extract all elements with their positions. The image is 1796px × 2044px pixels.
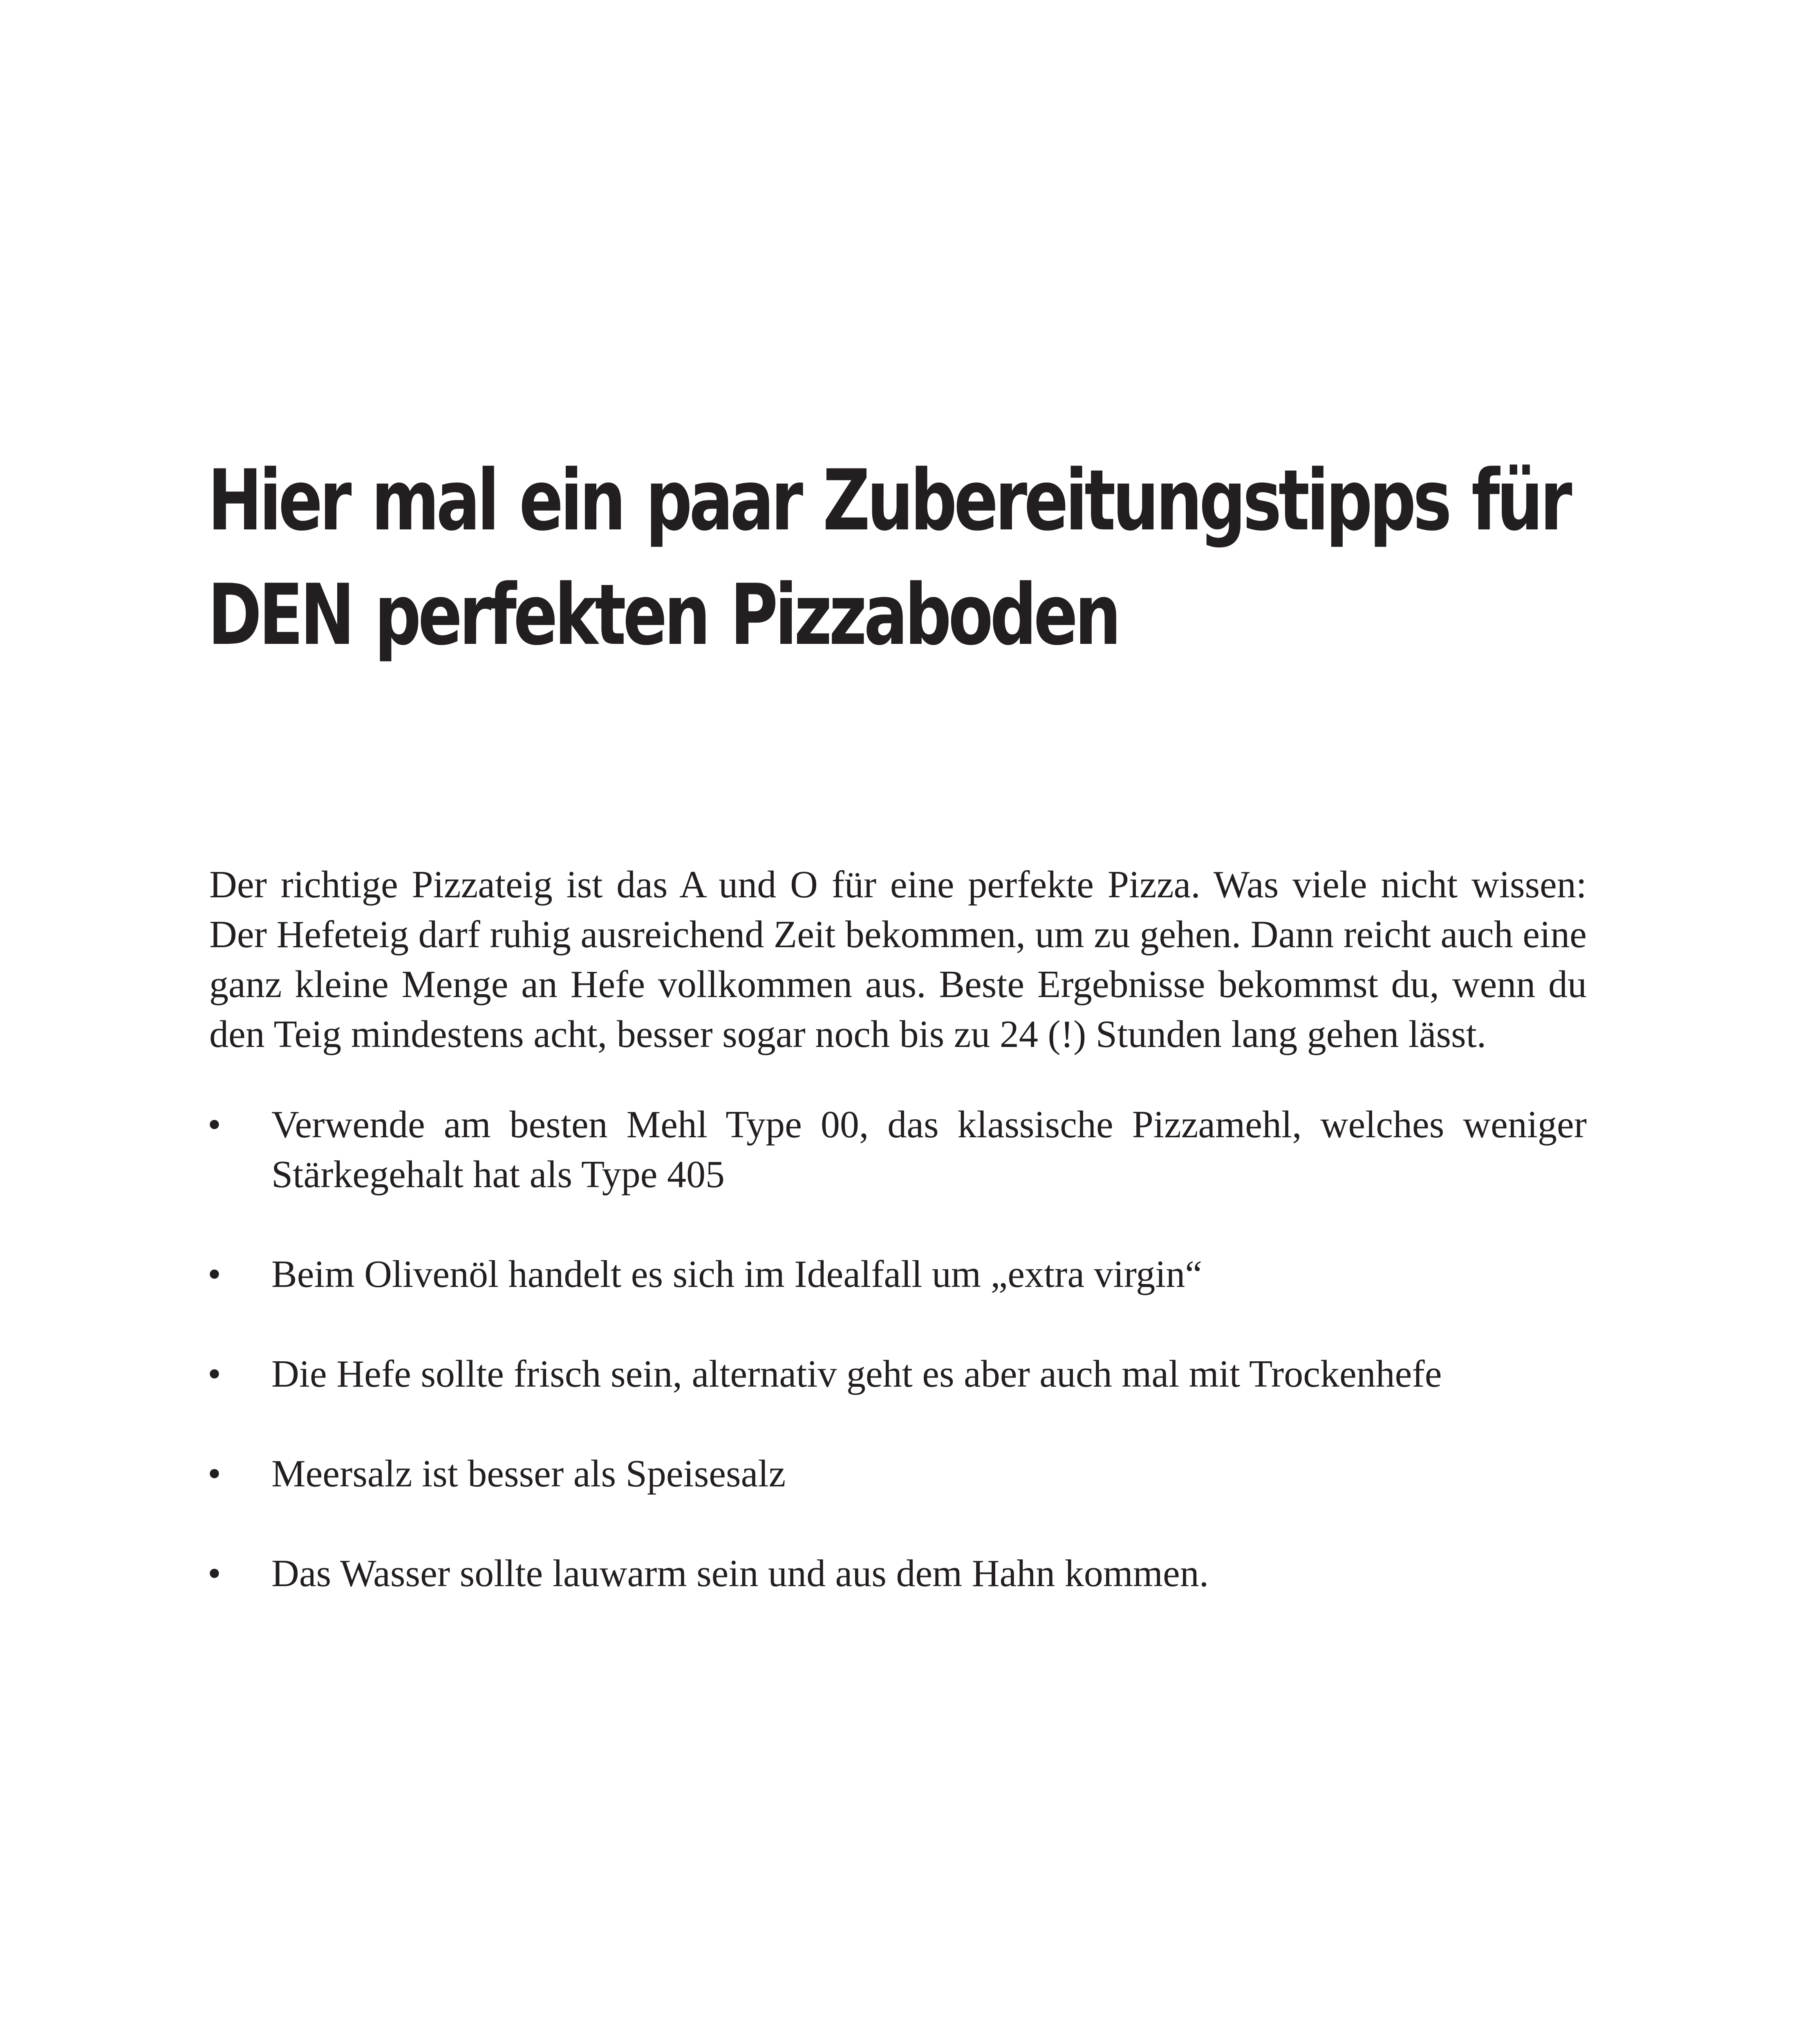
tips-list xyxy=(209,1100,1587,1648)
tip-text: Die Hefe sollte frisch sein, alternativ geht es aber auch mal mit Trockenhefe xyxy=(271,1353,1442,1395)
tip-item xyxy=(209,1100,1587,1199)
intro-paragraph: Der richtige Pizzateig ist das A und O für eine perfekte Pizza. Was viele nicht wissen: Der Hefeteig darf ruhig ausreichend Zeit bekommen, um zu gehen. Dann reicht auch eine ganz kleine Menge an Hefe vollkommen aus. Beste Ergebnisse bekommst du, wenn du den Teig mindestens acht, besser sogar noch bis zu 24 (!) Stunden lang gehen lässt. xyxy=(209,863,1587,1056)
heading-line-2: DEN perfekten Pizzaboden xyxy=(208,567,1118,664)
tip-item xyxy=(209,1449,1587,1499)
bullet-icon: • xyxy=(208,1103,221,1146)
bullet-icon: • xyxy=(208,1253,221,1295)
tip-text: Das Wasser sollte lauwarm sein und aus dem Hahn kommen. xyxy=(271,1552,1209,1595)
tip-text: Verwende am besten Mehl Type 00, das klassische Pizzamehl, welches weniger Stärkegehalt hat als Type 405 xyxy=(271,1103,1587,1196)
heading-line-1: Hier mal ein paar Zubereitungstipps für xyxy=(208,452,1569,549)
bullet-icon: • xyxy=(208,1552,221,1595)
bullet-icon: • xyxy=(208,1452,221,1495)
tip-text: Beim Olivenöl handelt es sich im Idealfall um „extra virgin“ xyxy=(271,1253,1203,1295)
tip-item xyxy=(209,1349,1587,1399)
tip-item xyxy=(209,1249,1587,1299)
tip-text: Meersalz ist besser als Speisesalz xyxy=(271,1452,786,1495)
bullet-icon: • xyxy=(208,1353,221,1395)
page-heading xyxy=(208,444,1569,672)
tip-item xyxy=(209,1549,1587,1598)
